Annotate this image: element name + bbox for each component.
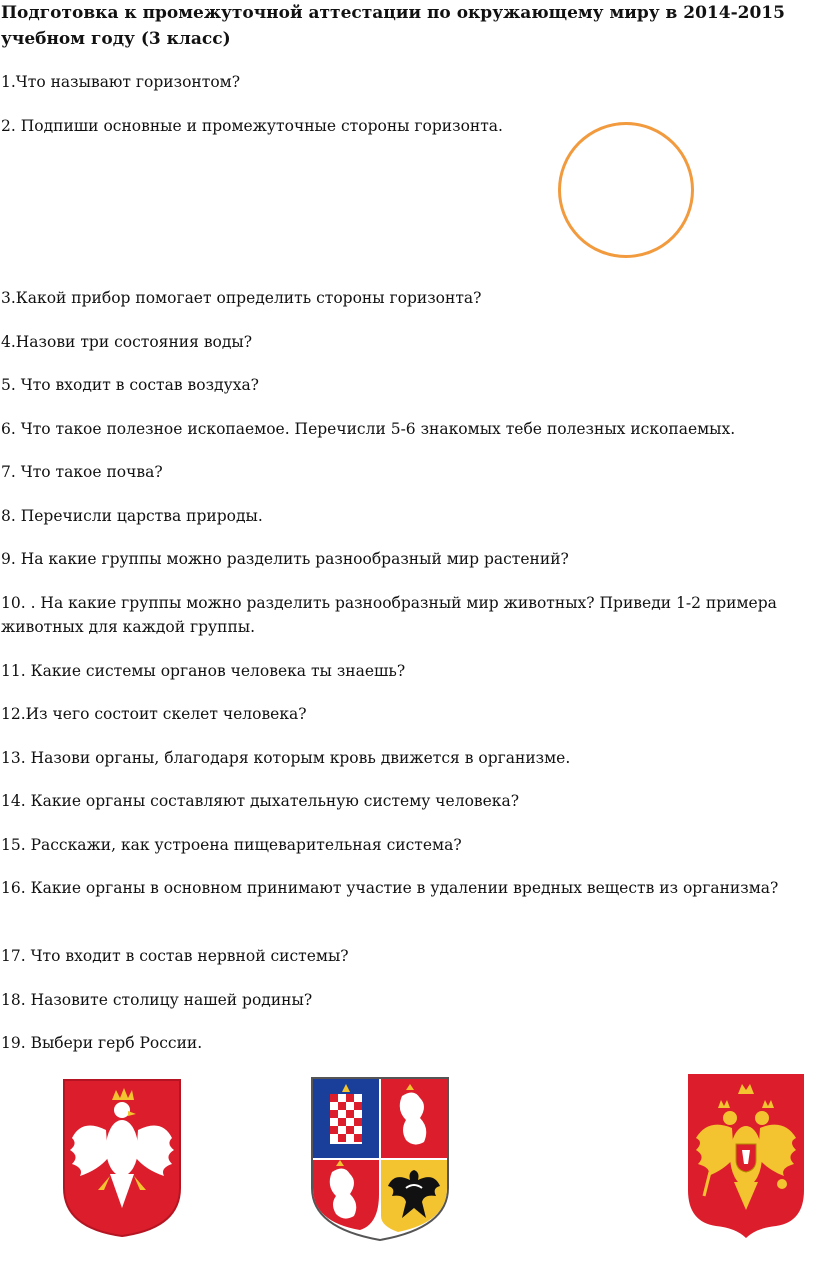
- question-17: 17. Что входит в состав нервной системы?: [1, 947, 349, 965]
- question-9: 9. На какие группы можно разделить разнообразный мир растений?: [1, 550, 569, 568]
- question-3: 3.Какой прибор помогает определить стороны горизонта?: [1, 289, 482, 307]
- question-11: 11. Какие системы органов человека ты знаешь?: [1, 662, 406, 680]
- question-19: 19. Выбери герб России.: [1, 1034, 203, 1052]
- question-16: 16. Какие органы в основном принимают участие в удалении вредных веществ из организма?: [1, 879, 779, 897]
- question-1: 1.Что называют горизонтом?: [1, 73, 241, 91]
- question-4: 4.Назови три состояния воды?: [1, 333, 253, 351]
- question-6: 6. Что такое полезное ископаемое. Перечисли 5-6 знакомых тебе полезных ископаемых.: [1, 420, 736, 438]
- question-14: 14. Какие органы составляют дыхательную систему человека?: [1, 792, 520, 810]
- question-10: 10. . На какие группы можно разделить разнообразный мир животных? Приведи 1-2 примера животных для каждой группы.: [1, 594, 777, 636]
- coat-of-arms-poland-image[interactable]: [62, 1078, 182, 1238]
- question-7: 7. Что такое почва?: [1, 463, 163, 481]
- question-5: 5. Что входит в состав воздуха?: [1, 376, 259, 394]
- question-2: 2. Подпиши основные и промежуточные стороны горизонта.: [1, 117, 503, 135]
- coat-of-arms-russia-image[interactable]: [686, 1072, 806, 1240]
- horizon-circle: [558, 122, 694, 258]
- question-15: 15. Расскажи, как устроена пищеварительная система?: [1, 836, 462, 854]
- question-18: 18. Назовите столицу нашей родины?: [1, 991, 313, 1009]
- question-8: 8. Перечисли царства природы.: [1, 507, 263, 525]
- page-title: Подготовка к промежуточной аттестации по окружающему миру в 2014-2015 учебном году (3 класс): [1, 3, 785, 49]
- question-13: 13. Назови органы, благодаря которым кровь движется в организме.: [1, 749, 571, 767]
- coat-of-arms-czech-image[interactable]: [310, 1076, 450, 1242]
- question-12: 12.Из чего состоит скелет человека?: [1, 705, 307, 723]
